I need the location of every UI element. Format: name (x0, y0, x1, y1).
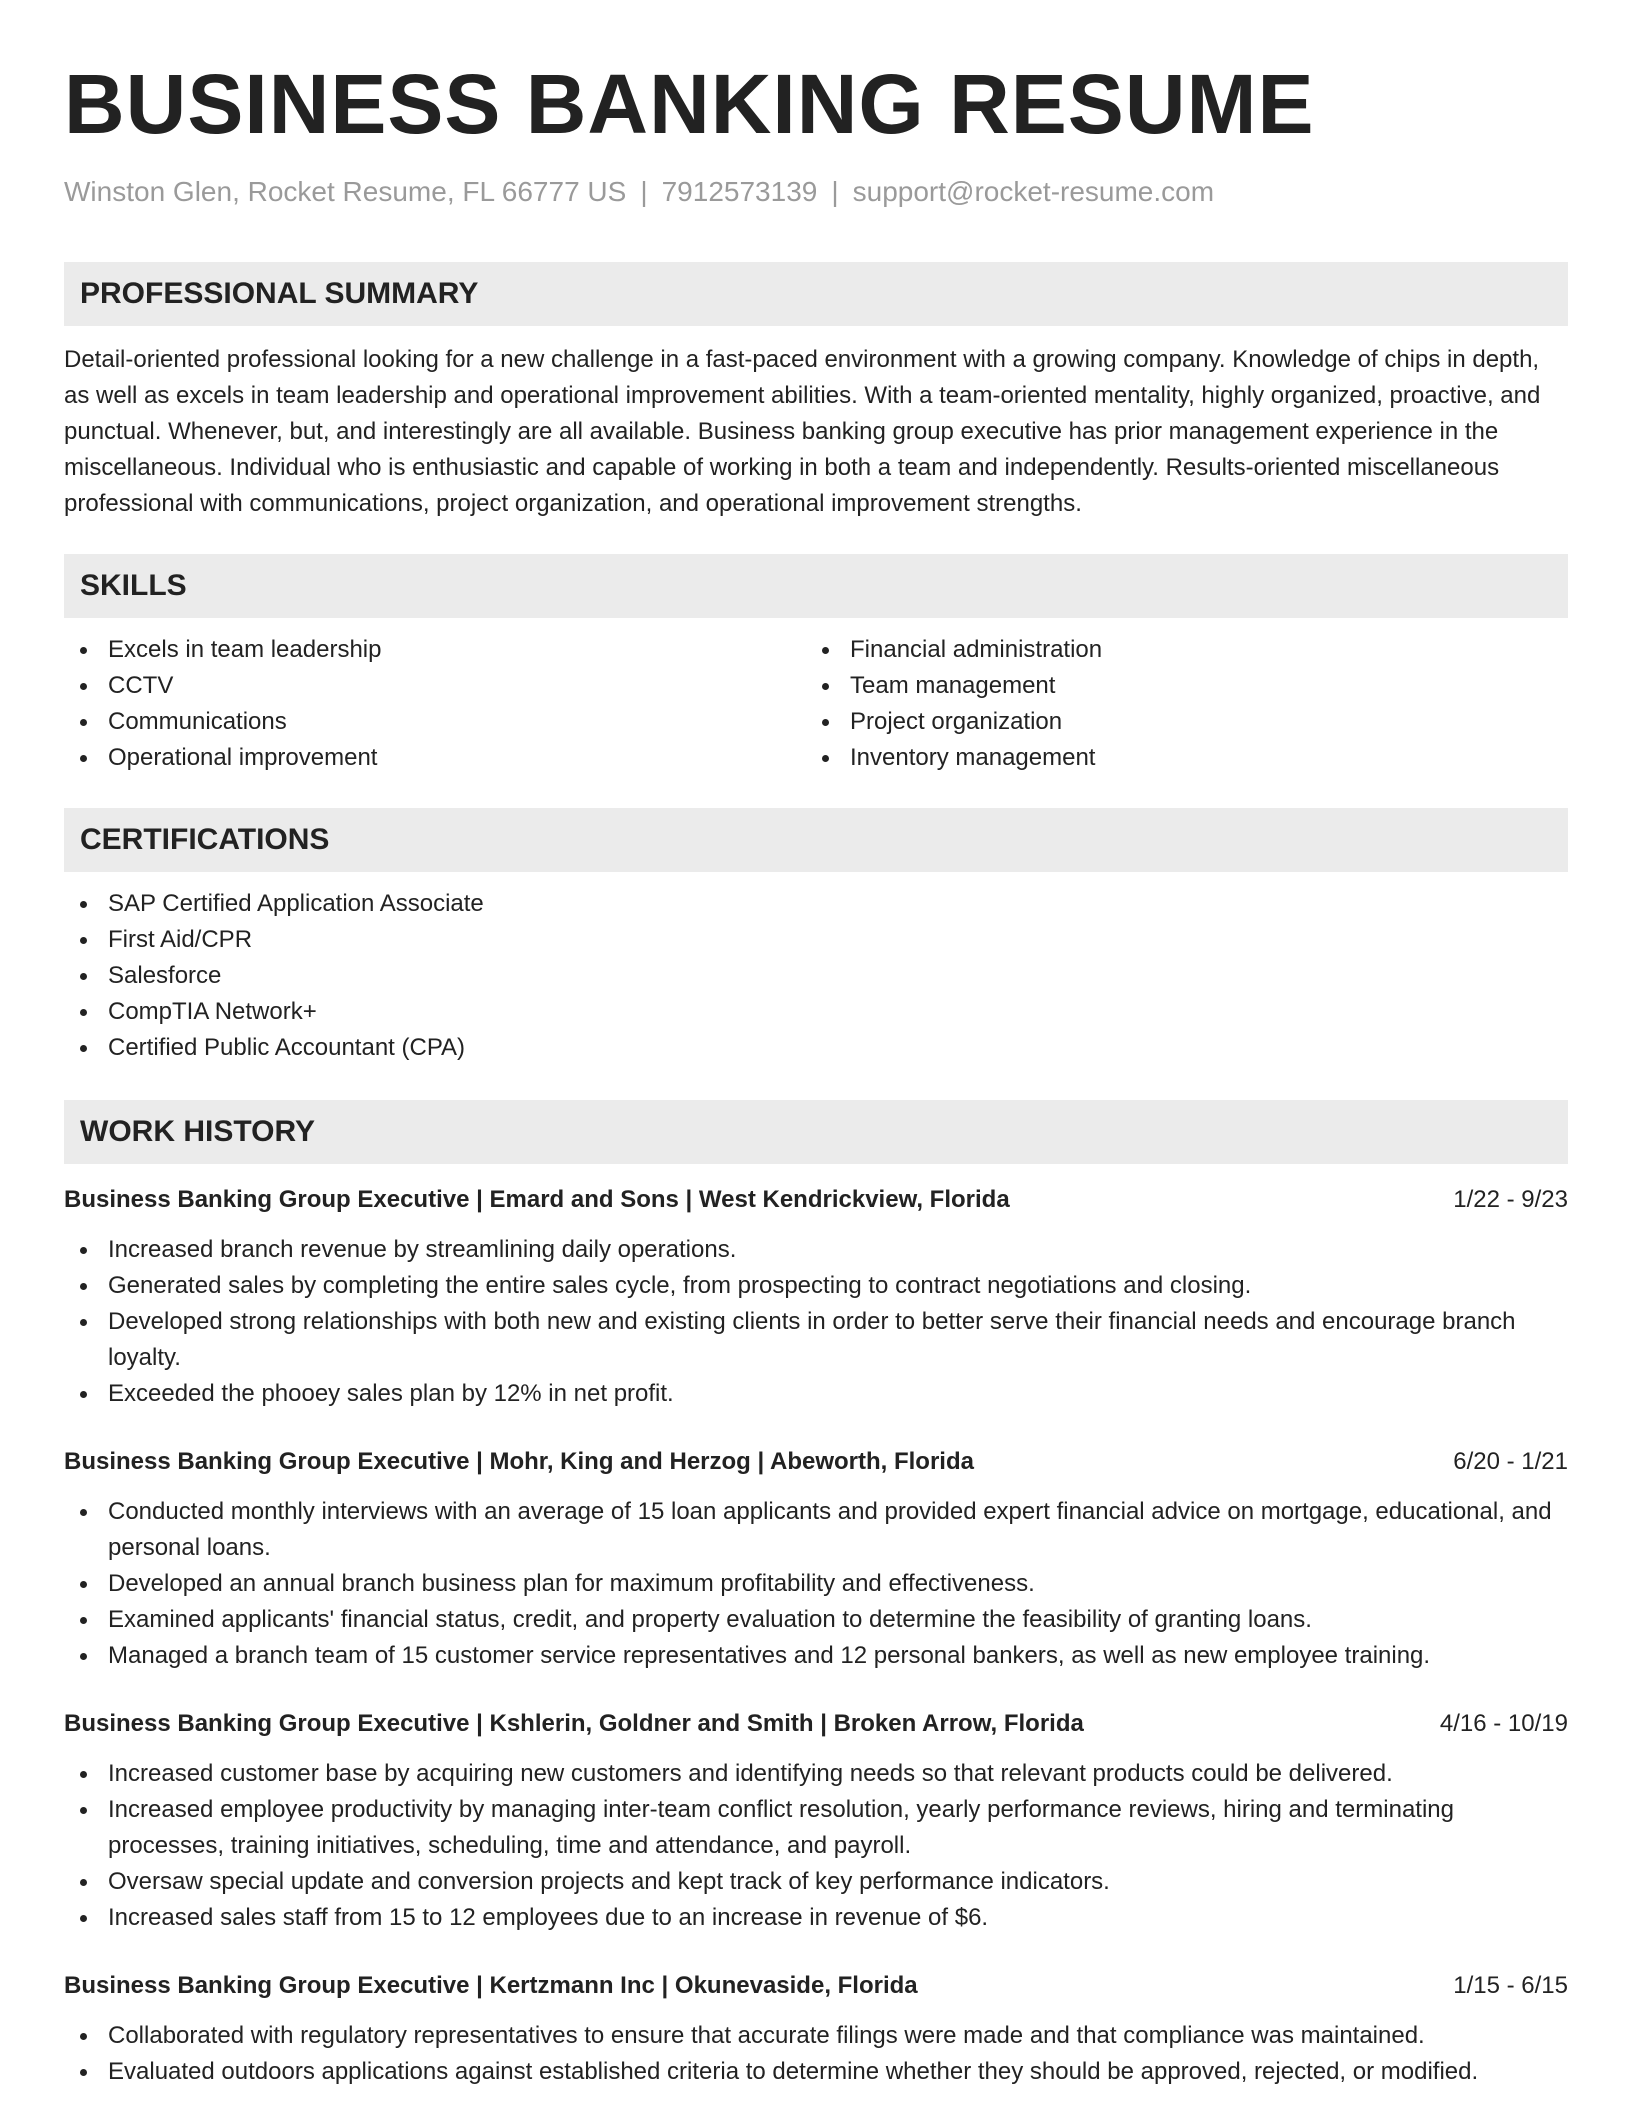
list-item: Increased employee productivity by managing inter-team conflict resolution, yearly performance reviews, hiring and terminating processes, training initiatives, scheduling, time and attendance, and payroll. (64, 1792, 1568, 1864)
list-item: Managed a branch team of 15 customer service representatives and 12 personal bankers, as well as new employee training. (64, 1638, 1568, 1674)
job-header (64, 1444, 1568, 1480)
section-header-certifications: CERTIFICATIONS (64, 808, 1568, 872)
list-item: Project organization (806, 704, 1548, 740)
list-item: Generated sales by completing the entire sales cycle, from prospecting to contract negotiations and closing. (64, 1268, 1568, 1304)
contact-address: Winston Glen, Rocket Resume, FL 66777 US (64, 176, 627, 207)
list-item: Inventory management (806, 740, 1548, 776)
job-title: Business Banking Group Executive | Mohr, King and Herzog | Abeworth, Florida (64, 1448, 974, 1475)
contact-separator: | (640, 176, 648, 207)
contact-phone: 7912573139 (661, 176, 818, 207)
job-entry (64, 1706, 1568, 1936)
list-item: Increased customer base by acquiring new customers and identifying needs so that relevant products could be delivered. (64, 1756, 1568, 1792)
section-header-summary: PROFESSIONAL SUMMARY (64, 262, 1568, 326)
job-header (64, 1968, 1568, 2004)
job-entry (64, 1182, 1568, 1412)
job-title: Business Banking Group Executive | Kshlerin, Goldner and Smith | Broken Arrow, Florida (64, 1710, 1084, 1737)
skills-grid (64, 618, 1568, 776)
resume-page (64, 0, 1568, 2090)
skills-list-right (806, 632, 1548, 776)
contact-separator: | (831, 176, 839, 207)
job-entry (64, 1968, 1568, 2090)
list-item: Developed an annual branch business plan for maximum profitability and effectiveness. (64, 1566, 1568, 1602)
list-item: Developed strong relationships with both new and existing clients in order to better serve their financial needs and encourage branch loyalty. (64, 1304, 1568, 1376)
list-item: Conducted monthly interviews with an average of 15 loan applicants and provided expert financial advice on mortgage, educational, and personal loans. (64, 1494, 1568, 1566)
list-item: Increased branch revenue by streamlining daily operations. (64, 1232, 1568, 1268)
job-bullets (64, 1494, 1568, 1674)
contact-email: support@rocket-resume.com (852, 176, 1215, 207)
resume-title: BUSINESS BANKING RESUME (64, 57, 1315, 151)
list-item: CCTV (64, 668, 806, 704)
job-dates: 1/22 - 9/23 (1453, 1186, 1568, 1213)
job-dates: 6/20 - 1/21 (1453, 1448, 1568, 1475)
job-header (64, 1706, 1568, 1742)
list-item: SAP Certified Application Associate (64, 886, 1568, 922)
list-item: Excels in team leadership (64, 632, 806, 668)
job-bullets (64, 1232, 1568, 1412)
list-item: Exceeded the phooey sales plan by 12% in net profit. (64, 1376, 1568, 1412)
list-item: CompTIA Network+ (64, 994, 1568, 1030)
skills-list-left (64, 632, 806, 776)
list-item: First Aid/CPR (64, 922, 1568, 958)
certifications-list (64, 886, 1568, 1066)
list-item: Oversaw special update and conversion projects and kept track of key performance indicators. (64, 1864, 1568, 1900)
list-item: Increased sales staff from 15 to 12 employees due to an increase in revenue of $6. (64, 1900, 1568, 1936)
list-item: Communications (64, 704, 806, 740)
list-item: Team management (806, 668, 1548, 704)
list-item: Financial administration (806, 632, 1548, 668)
list-item: Certified Public Accountant (CPA) (64, 1030, 1568, 1066)
job-title: Business Banking Group Executive | Kertzmann Inc | Okunevaside, Florida (64, 1972, 918, 1999)
job-header (64, 1182, 1568, 1218)
contact-line (64, 174, 1568, 210)
list-item: Salesforce (64, 958, 1568, 994)
list-item: Evaluated outdoors applications against established criteria to determine whether they should be approved, rejected, or modified. (64, 2054, 1568, 2090)
job-entry (64, 1444, 1568, 1674)
job-bullets (64, 1756, 1568, 1936)
job-title: Business Banking Group Executive | Emard and Sons | West Kendrickview, Florida (64, 1186, 1010, 1213)
summary-text: Detail-oriented professional looking for a new challenge in a fast-paced environment with a growing company. Knowledge of chips in depth, as well as excels in team leadership and operational improvement abilities. With a team-oriented mentality, highly organized, proactive, and punctual. Whenever, but, and interestingly are all available. Business banking group executive has prior management experience in the miscellaneous. Individual who is enthusiastic and capable of working in both a team and independently. Results-oriented miscellaneous professional with communications, project organization, and operational improvement strengths. (64, 346, 1541, 517)
job-dates: 1/15 - 6/15 (1453, 1972, 1568, 1999)
list-item: Examined applicants' financial status, credit, and property evaluation to determine the feasibility of granting loans. (64, 1602, 1568, 1638)
list-item: Operational improvement (64, 740, 806, 776)
section-header-work-history: WORK HISTORY (64, 1100, 1568, 1164)
job-dates: 4/16 - 10/19 (1439, 1710, 1568, 1737)
list-item: Collaborated with regulatory representatives to ensure that accurate filings were made and that compliance was maintained. (64, 2018, 1568, 2054)
job-bullets (64, 2018, 1568, 2090)
section-header-skills: SKILLS (64, 554, 1568, 618)
